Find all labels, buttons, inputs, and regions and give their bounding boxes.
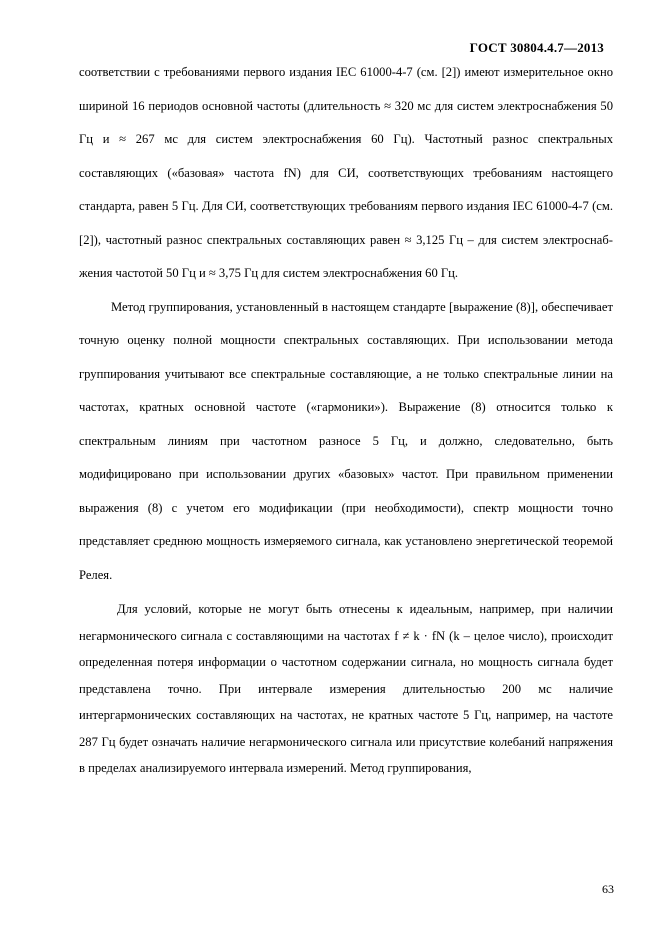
page-number: 63 (602, 882, 614, 896)
paragraph-non-ideal-conditions: Для условий, которые не могут быть отнесены к идеальным, например, при наличии негармонического сигнала с составляющими на частотах f ≠ k · fN (k – целое число), происходит определенная потеря информации о частотном содержании сигнала, но мощность сигнала будет представлена точно. При интервале измерения длительностью 200 мс наличие интергармонических составляющих на частотах, не кратных частоте 5 Гц, например, на частоте 287 Гц будет означать наличие негармонического сигнала или присутствие колебаний напряжения в пределах анализируемого интервала измерений. Метод группирования, (79, 602, 613, 775)
document-body (79, 56, 613, 782)
paragraph-continuation: соответствии с требованиями первого издания IEC 61000-4-7 (см. [2]) имеют измерительное окно шириной 16 периодов основной частоты (длительность ≈ 320 мс для систем электроснабжения 50 Гц и ≈ 267 мс для систем электроснабжения 60 Гц). Частотный разнос спектральных составляющих («базовая» частота fN) для СИ, соответствующих требованиям настоящего стандарта, равен 5 Гц. Для СИ, соответствующих требованиям первого издания IEC 61000-4-7 (см. [2]), частотный разнос спектральных составляющих равен ≈ 3,125 Гц – для систем электроснабжения частотой 50 Гц и ≈ 3,75 Гц для систем электроснабжения 60 Гц. (79, 65, 613, 280)
document-header: ГОСТ 30804.4.7—2013 (469, 40, 604, 55)
paragraph-grouping-method: Метод группирования, установленный в настоящем стандарте [выражение (8)], обеспечивает точную оценку полной мощности спектральных составляющих. При использовании метода группирования учитывают все спектральные составляющие, а не только спектральные линии на частотах, кратных основной частоте («гармоники»). Выражение (8) относится только к спектральным линиям при частотном разносе 5 Гц, и должно, следовательно, быть модифицировано при использовании других «базовых» частот. При правильном применении выражения (8) с учетом его модификации (при необходимости), спектр мощности точно представляет среднюю мощность измеряемого сигнала, как установлено энергетической теоремой Релея. (79, 299, 613, 582)
